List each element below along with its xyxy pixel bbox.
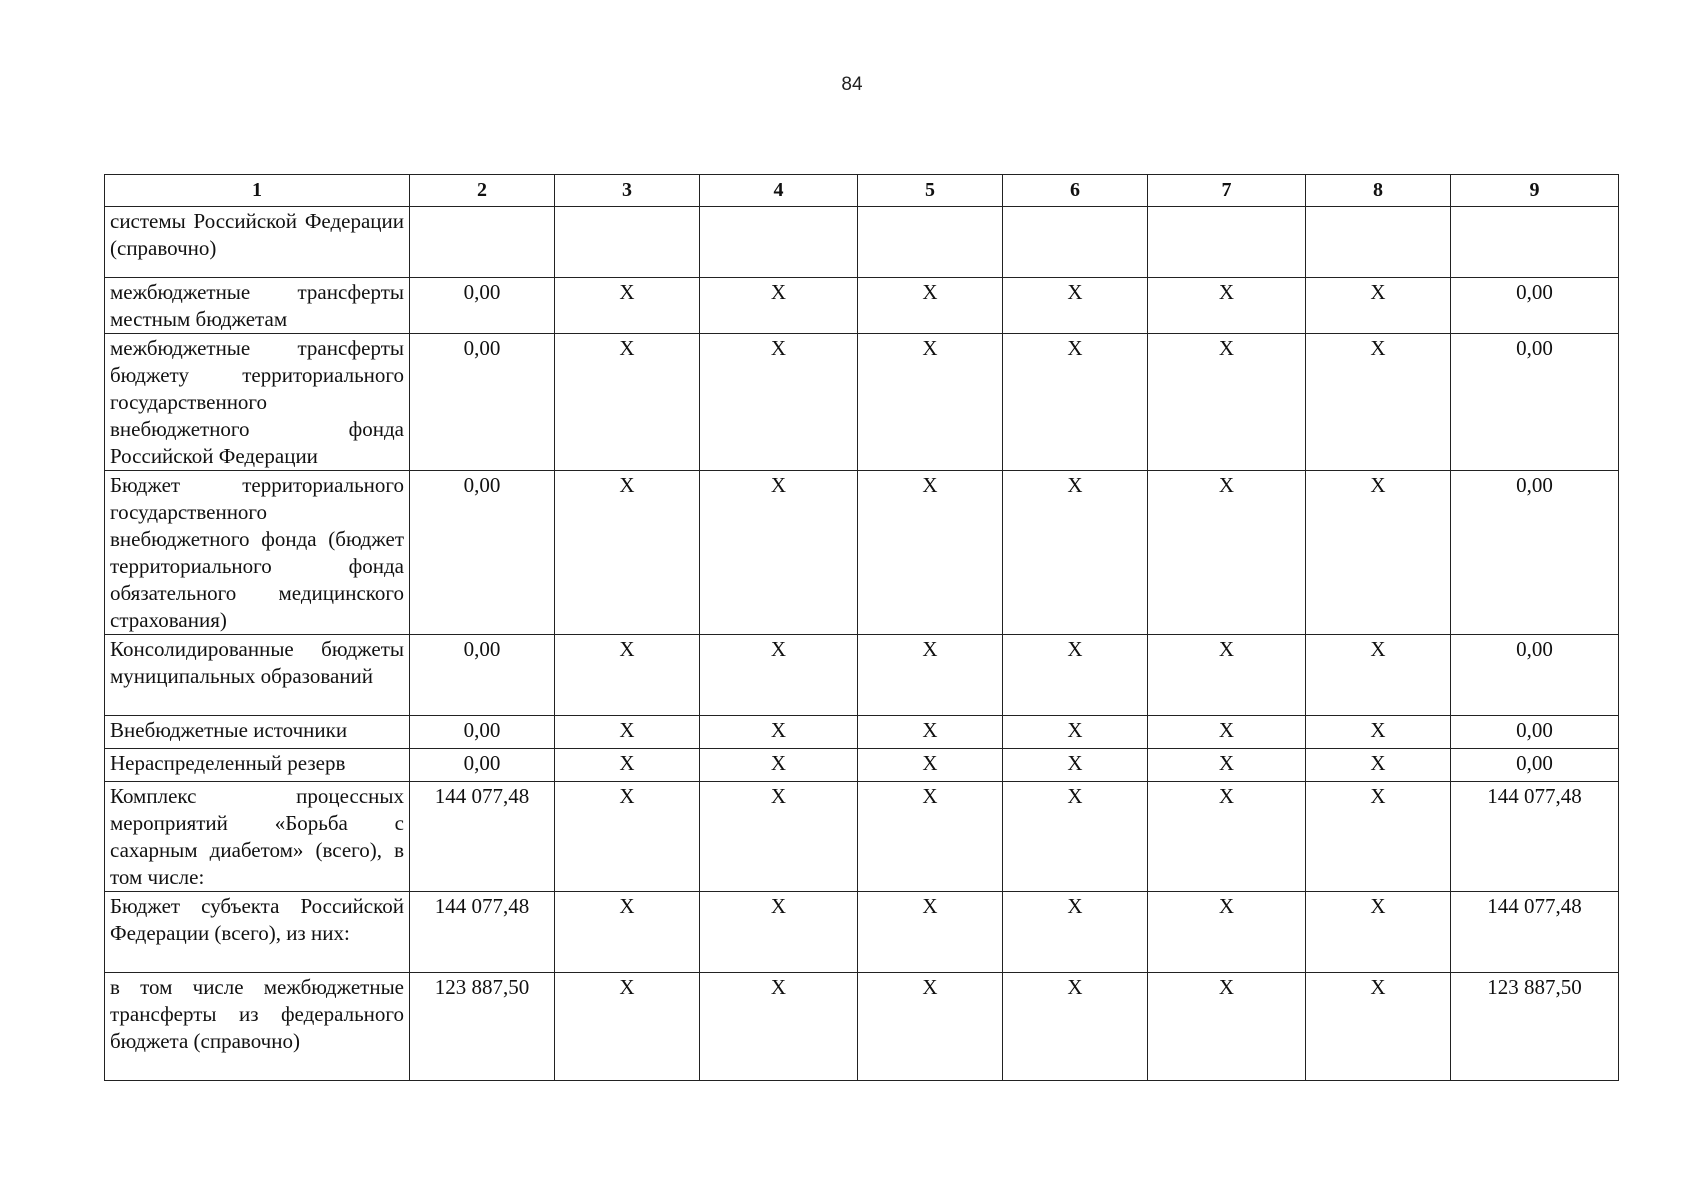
table-cell (1306, 207, 1451, 278)
table-cell: X (858, 782, 1003, 892)
table-row (105, 207, 1619, 278)
table-cell: X (1003, 716, 1148, 749)
table-cell: X (1003, 471, 1148, 635)
table-cell: X (555, 892, 700, 973)
table-cell: X (555, 471, 700, 635)
table-cell: X (700, 471, 858, 635)
table-cell: X (858, 278, 1003, 334)
row-label: системы Российской Федерации (справочно) (105, 207, 410, 278)
table-cell: X (700, 892, 858, 973)
row-label: межбюджетные трансферты местным бюджетам (105, 278, 410, 334)
table-cell (1451, 207, 1619, 278)
table-row (105, 471, 1619, 635)
column-header: 2 (410, 175, 555, 207)
table-cell: X (1306, 334, 1451, 471)
table-cell: X (858, 716, 1003, 749)
table-row (105, 973, 1619, 1081)
table-row (105, 749, 1619, 782)
table-cell: X (1306, 892, 1451, 973)
table-cell: X (1306, 973, 1451, 1081)
table-cell: 0,00 (410, 716, 555, 749)
table-cell: X (1003, 278, 1148, 334)
column-header: 3 (555, 175, 700, 207)
page-number: 84 (841, 74, 863, 95)
table-cell: 0,00 (410, 471, 555, 635)
column-header: 4 (700, 175, 858, 207)
table-cell: X (1003, 635, 1148, 716)
table-cell: X (858, 973, 1003, 1081)
row-label: Внебюджетные источники (105, 716, 410, 749)
row-label: межбюджетные трансферты бюджету территориального государственного внебюджетного фонда Российской Федерации (105, 334, 410, 471)
column-header: 8 (1306, 175, 1451, 207)
table-cell: X (858, 749, 1003, 782)
row-label: Нераспределенный резерв (105, 749, 410, 782)
table-cell: X (1306, 782, 1451, 892)
table-cell: 0,00 (1451, 334, 1619, 471)
table-cell: X (555, 635, 700, 716)
row-label: Комплекс процессных мероприятий «Борьба с сахарным диабетом» (всего), в том числе: (105, 782, 410, 892)
table-cell: X (1148, 471, 1306, 635)
table-cell: X (700, 973, 858, 1081)
table-cell (700, 207, 858, 278)
row-label: Бюджет субъекта Российской Федерации (всего), из них: (105, 892, 410, 973)
table-cell: 144 077,48 (410, 892, 555, 973)
table-cell: X (1306, 716, 1451, 749)
table-row (105, 635, 1619, 716)
budget-table (104, 174, 1619, 1081)
table-cell (1003, 207, 1148, 278)
table-cell: 0,00 (1451, 716, 1619, 749)
row-label: в том числе межбюджетные трансферты из федерального бюджета (справочно) (105, 973, 410, 1081)
header-row (105, 175, 1619, 207)
row-label: Бюджет территориального государственного внебюджетного фонда (бюджет территориального фонда обязательного медицинского страхования) (105, 471, 410, 635)
table-row (105, 716, 1619, 749)
column-header: 6 (1003, 175, 1148, 207)
table-cell: X (1306, 278, 1451, 334)
table-cell (1148, 207, 1306, 278)
table-cell: 0,00 (410, 278, 555, 334)
table-cell: X (858, 635, 1003, 716)
table-cell: X (1003, 892, 1148, 973)
table-cell: 144 077,48 (1451, 892, 1619, 973)
table-cell: X (1003, 782, 1148, 892)
table-cell: 0,00 (410, 749, 555, 782)
table-cell: X (700, 635, 858, 716)
table-cell: X (1003, 749, 1148, 782)
table-row (105, 782, 1619, 892)
table-cell: X (1003, 334, 1148, 471)
table-cell: X (1306, 635, 1451, 716)
table-row (105, 278, 1619, 334)
table-cell: X (1148, 973, 1306, 1081)
column-header: 1 (105, 175, 410, 207)
table-cell: 144 077,48 (1451, 782, 1619, 892)
table-cell: X (700, 334, 858, 471)
table-cell: X (1148, 635, 1306, 716)
table-cell: X (555, 749, 700, 782)
table-cell: X (1003, 973, 1148, 1081)
table-cell: X (1306, 749, 1451, 782)
table-cell (410, 207, 555, 278)
table-cell: 0,00 (1451, 635, 1619, 716)
table-cell: X (700, 749, 858, 782)
table-cell: X (700, 278, 858, 334)
column-header: 9 (1451, 175, 1619, 207)
table-cell: 0,00 (1451, 749, 1619, 782)
table-cell: X (1148, 278, 1306, 334)
table-cell: 0,00 (1451, 471, 1619, 635)
column-header: 7 (1148, 175, 1306, 207)
table-cell: 0,00 (410, 334, 555, 471)
table-cell: 123 887,50 (410, 973, 555, 1081)
column-header: 5 (858, 175, 1003, 207)
table-cell: X (858, 471, 1003, 635)
table-cell (555, 207, 700, 278)
table-cell: X (555, 278, 700, 334)
table-cell: 0,00 (1451, 278, 1619, 334)
table-cell: X (555, 716, 700, 749)
table-cell: X (555, 782, 700, 892)
table-cell: X (1148, 749, 1306, 782)
table-row (105, 892, 1619, 973)
table-cell: X (1148, 334, 1306, 471)
table-cell: X (555, 334, 700, 471)
table-cell: X (555, 973, 700, 1081)
table-cell: X (1148, 892, 1306, 973)
table-cell: X (858, 892, 1003, 973)
table-cell: X (700, 716, 858, 749)
table-cell: X (1148, 716, 1306, 749)
table-row (105, 334, 1619, 471)
table-cell: 123 887,50 (1451, 973, 1619, 1081)
table-cell: X (858, 334, 1003, 471)
table-cell: 0,00 (410, 635, 555, 716)
table-cell: 144 077,48 (410, 782, 555, 892)
table-cell: X (700, 782, 858, 892)
row-label: Консолидированные бюджеты муниципальных образований (105, 635, 410, 716)
table-cell: X (1306, 471, 1451, 635)
table-cell (858, 207, 1003, 278)
table-cell: X (1148, 782, 1306, 892)
